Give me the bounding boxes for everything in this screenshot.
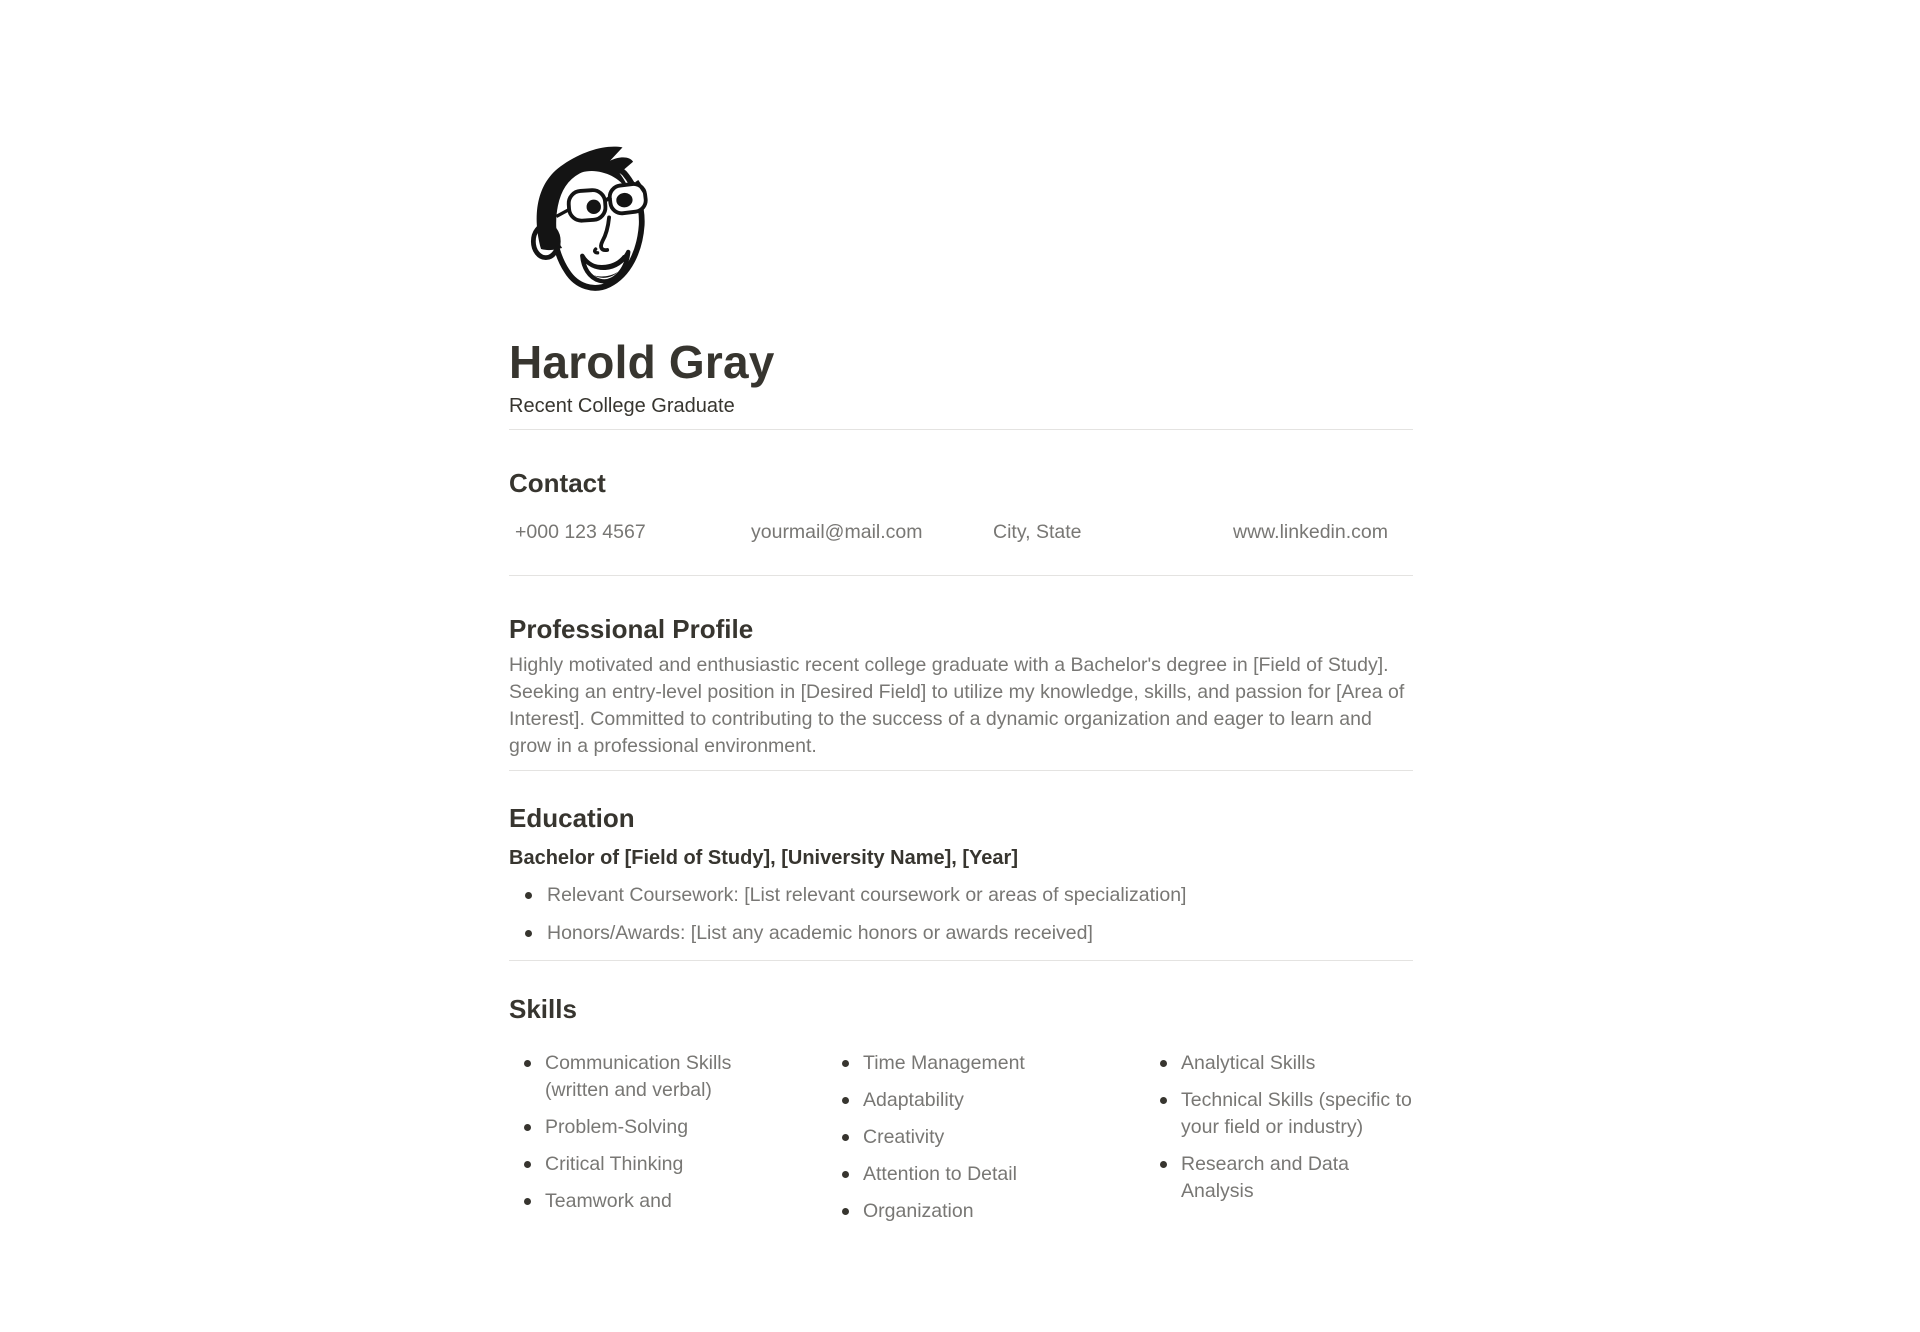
avatar-icon [509, 133, 667, 296]
contact-website: www.linkedin.com [1233, 520, 1388, 543]
skill-item: Attention to Detail [827, 1161, 1095, 1188]
skill-item: Organization [827, 1198, 1095, 1225]
education-degree: Bachelor of [Field of Study], [University Name], [Year] [509, 846, 1018, 869]
skills-section [509, 992, 1413, 1235]
professional-profile-section [509, 612, 1413, 760]
professional-profile-text: Highly motivated and enthusiastic recent college graduate with a Bachelor's degree in [Field of Study]. Seeking an entry-level position in [Desired Field] to utilize my knowledge, skills, and passion for [Area of Interest]. Committed to contributing to the success of a dynamic organization and eager to learn and grow in a professional environment. [509, 653, 1405, 757]
skills-column-3 [1145, 1050, 1413, 1215]
subtitle: Recent College Graduate [509, 394, 735, 417]
page-title: Harold Gray [509, 336, 775, 388]
skill-item: Teamwork and [509, 1188, 777, 1215]
divider [509, 960, 1413, 961]
education-section [509, 801, 1413, 947]
skill-item: Creativity [827, 1124, 1095, 1151]
contact-row [509, 519, 1413, 546]
education-bullet-list [509, 882, 1413, 947]
skill-item: Critical Thinking [509, 1151, 777, 1178]
resume-page [509, 133, 1413, 1235]
divider [509, 575, 1413, 576]
skill-item: Analytical Skills [1145, 1050, 1413, 1077]
professional-profile-heading: Professional Profile [509, 613, 754, 644]
education-heading: Education [509, 802, 635, 833]
skills-heading: Skills [509, 993, 577, 1024]
education-bullet: Honors/Awards: [List any academic honors or awards received] [509, 920, 1413, 947]
skills-columns [509, 1050, 1413, 1235]
education-bullet: Relevant Coursework: [List relevant coursework or areas of specialization] [509, 882, 1413, 909]
divider [509, 770, 1413, 771]
contact-section [509, 466, 1413, 546]
skill-item: Technical Skills (specific to your field or industry) [1145, 1087, 1413, 1141]
contact-heading: Contact [509, 467, 606, 498]
skills-column-2 [827, 1050, 1095, 1235]
skill-item: Problem-Solving [509, 1114, 777, 1141]
skill-item: Adaptability [827, 1087, 1095, 1114]
contact-email: yourmail@mail.com [751, 520, 923, 543]
skill-item: Research and Data Analysis [1145, 1151, 1413, 1205]
skill-item: Time Management [827, 1050, 1095, 1077]
contact-phone: +000 123 4567 [515, 520, 646, 543]
divider [509, 429, 1413, 430]
skill-item: Communication Skills (written and verbal) [509, 1050, 777, 1104]
contact-location: City, State [993, 520, 1082, 543]
